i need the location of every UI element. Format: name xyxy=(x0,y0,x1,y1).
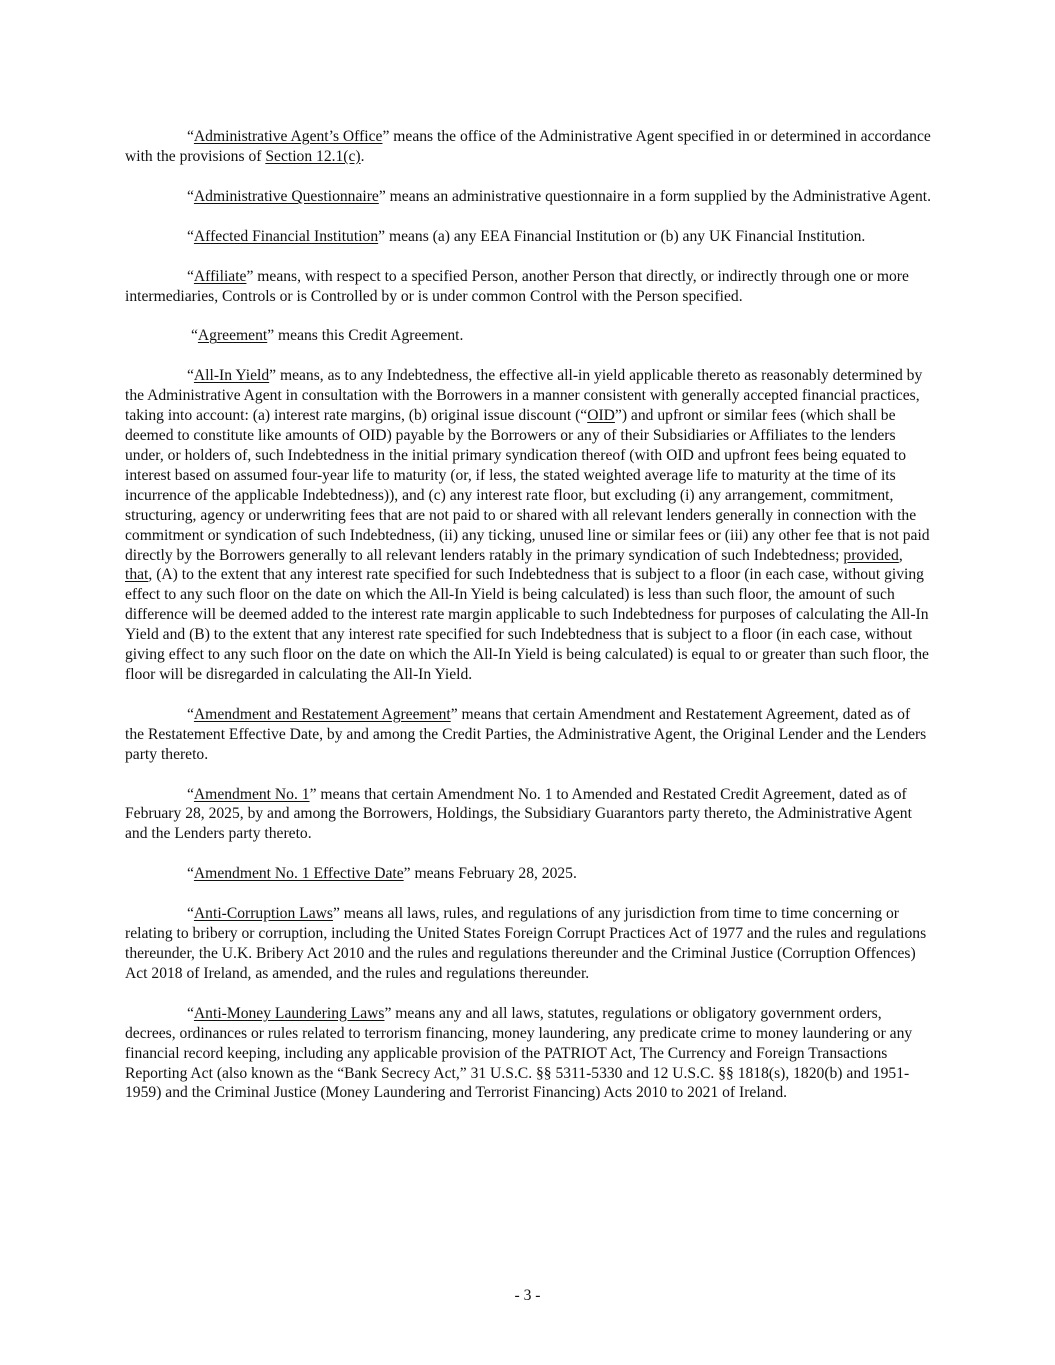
definition-paragraph: “Amendment and Restatement Agreement” means that certain Amendment and Restatement Agreement, dated as of the Restatement Effective Date, by and among the Credit Parties, the Administrative Agent, the Original Lender and the Lenders party thereto. xyxy=(125,705,927,763)
definition-paragraph: “Affiliate” means, with respect to a specified Person, another Person that directly, or indirectly through one or more intermediaries, Controls or is Controlled by or is under common Control with the Person specified. xyxy=(125,267,909,305)
defined-term: Administrative Agent’s Office xyxy=(193,128,383,145)
defined-term: Anti-Money Laundering Laws xyxy=(193,1004,385,1022)
definitions-section xyxy=(125,127,931,1123)
definition-paragraph: “Anti-Money Laundering Laws” means any and all laws, statutes, regulations or obligatory government orders, decrees, ordinances or rules related to terrorism financing, money laundering, any predicate crime to money laundering or any financial record keeping, including any applicable provision of the PATRIOT Act, The Currency and Foreign Transactions Reporting Act (also known as the “Bank Secrecy Act,” 31 U.S.C. §§ 5311-5330 and 12 U.S.C. §§ 1818(s), 1820(b) and 1951-1959) and the Criminal Justice (Money Laundering and Terrorist Financing) Acts 2010 to 2021 of Ireland. xyxy=(125,1004,913,1102)
definition-paragraph: “Administrative Agent’s Office” means the office of the Administrative Agent specified in or determined in accordance with the provisions of Section 12.1(c). xyxy=(125,128,931,165)
defined-term: Amendment and Restatement Agreement xyxy=(193,705,451,723)
defined-term: Agreement xyxy=(197,327,268,345)
section-reference: Section 12.1(c) xyxy=(265,147,361,165)
definition-paragraph: “Affected Financial Institution” means (a) any EEA Financial Institution or (b) any UK Financial Institution. xyxy=(187,227,866,245)
defined-term: Affected Financial Institution xyxy=(193,227,379,245)
definition-paragraph: “Amendment No. 1” means that certain Amendment No. 1 to Amended and Restated Credit Agreement, dated as of February 28, 2025, by and among the Borrowers, Holdings, the Subsidiary Guarantors party thereto, the Administrative Agent and the Lenders party thereto. xyxy=(125,785,912,843)
proviso-term: provided xyxy=(843,546,899,564)
defined-term: All-In Yield xyxy=(193,367,270,385)
page-number: - 3 - xyxy=(514,1287,541,1304)
definition-paragraph: “Anti-Corruption Laws” means all laws, rules, and regulations of any jurisdiction from time to time concerning or relating to bribery or corruption, including the United States Foreign Corrupt Practices Act of 1977 and the rules and regulations thereunder, the U.K. Bribery Act 2010 and the rules and regulations thereunder and the Criminal Justice (Corruption Offences) Act 2018 of Ireland, as amended, and the rules and regulations thereunder. xyxy=(125,905,927,982)
definition-paragraph: “Agreement” means this Credit Agreement. xyxy=(191,327,464,345)
defined-term: Amendment No. 1 xyxy=(193,785,310,803)
defined-term: Affiliate xyxy=(193,267,247,285)
definition-paragraph: “All-In Yield” means, as to any Indebtedness, the effective all-in yield applicable thereto as reasonably determined by the Administrative Agent in consultation with the Borrowers in a manner consistent with generally accepted financial practices, taking into account: (a) interest rate margins, (b) original issue discount (“OID”) and upfront or similar fees (which shall be deemed to constitute like amounts of OID) payable by the Borrowers or any of their Subsidiaries or Affiliates to the lenders under, or holders of, such Indebtedness in the initial primary syndication thereof (with OID and upfront fees being equated to interest based on assumed four-year life to maturity (or, if less, the stated weighted average life to maturity at the time of its incurrence of the applicable Indebtedness)), and (c) any interest rate floor, but excluding (i) any arrangement, commitment, structuring, agency or underwriting fees that are not paid to or shared with all relevant lenders generally in connection with the commitment or syndication of such Indebtedness, (ii) any ticking, unused line or similar fees or (iii) any other fee that is not paid directly by the Borrowers generally to all relevant lenders ratably in the primary syndication of such Indebtedness; provided, that, (A) to the extent that any interest rate specified for such Indebtedness that is subject to a floor (in each case, without giving effect to any such floor on the date on which the All-In Yield is being calculated) is less than such floor, the amount of such difference will be deemed added to the interest rate margin applicable to such Indebtedness for purposes of calculating the All-In Yield and (B) to the extent that any interest rate specified for such Indebtedness that is subject to a floor (in each case, without giving effect to any such floor on the date on which the All-In Yield is being calculated) is equal to or greater than such floor, the floor will be disregarded in calculating the All-In Yield. xyxy=(125,367,930,683)
proviso-term: that xyxy=(125,566,149,584)
definition-paragraph: “Administrative Questionnaire” means an administrative questionnaire in a form supplied by the Administrative Agent. xyxy=(187,187,931,205)
definition-paragraph: “Amendment No. 1 Effective Date” means February 28, 2025. xyxy=(187,865,577,883)
defined-term: Anti-Corruption Laws xyxy=(193,905,333,923)
defined-term: Administrative Questionnaire xyxy=(193,187,379,205)
defined-term: Amendment No. 1 Effective Date xyxy=(193,865,404,883)
defined-term: OID xyxy=(587,407,615,425)
